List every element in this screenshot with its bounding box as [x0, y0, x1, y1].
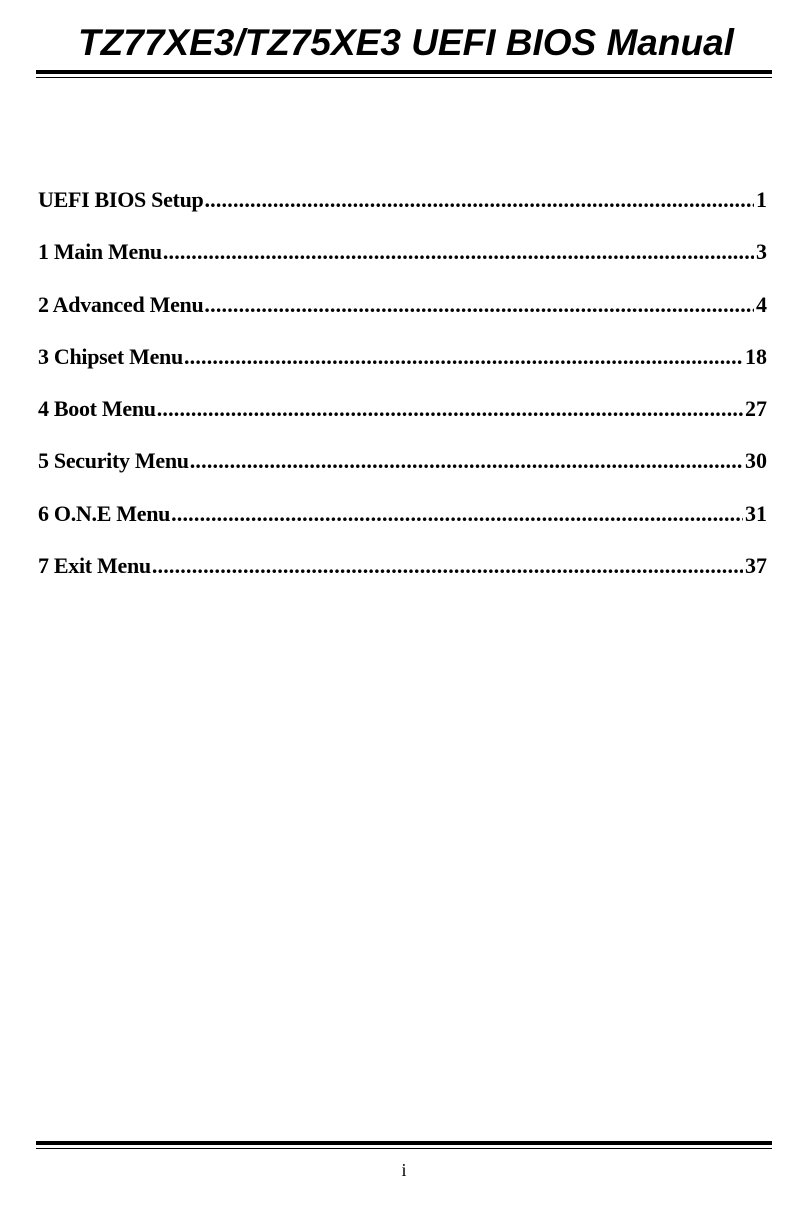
toc-entry-advanced-menu[interactable] [38, 289, 767, 341]
toc-entry-exit-menu[interactable] [38, 550, 767, 602]
toc-entry-page: 18 [745, 343, 767, 369]
table-of-contents [38, 184, 767, 602]
toc-entry-page: 27 [745, 396, 767, 422]
toc-dot-leader [204, 184, 754, 216]
toc-dot-leader [171, 498, 743, 530]
toc-entry-page: 30 [745, 448, 767, 474]
document-header-title: TZ77XE3/TZ75XE3 UEFI BIOS Manual [78, 22, 734, 63]
toc-dot-leader [163, 236, 754, 268]
toc-entry-label: 2 Advanced Menu [38, 291, 204, 317]
footer-rule-thick [36, 1141, 772, 1145]
toc-entry-uefi-bios-setup[interactable] [38, 184, 767, 236]
toc-entry-label: 5 Security Menu [38, 448, 189, 474]
toc-dot-leader [152, 550, 743, 582]
toc-entry-security-menu[interactable] [38, 445, 767, 497]
toc-entry-label: 7 Exit Menu [38, 553, 151, 579]
toc-entry-chipset-menu[interactable] [38, 341, 767, 393]
toc-dot-leader [157, 393, 743, 425]
toc-entry-label: UEFI BIOS Setup [38, 187, 204, 212]
header-rule-thick [36, 70, 772, 74]
toc-entry-page: 1 [756, 187, 767, 212]
toc-entry-boot-menu[interactable] [38, 393, 767, 445]
toc-entry-page: 4 [756, 291, 767, 317]
page-number: i [401, 1160, 407, 1180]
toc-entry-label: 4 Boot Menu [38, 396, 156, 422]
toc-entry-page: 31 [745, 500, 767, 526]
footer-rule-thin [36, 1148, 772, 1149]
toc-dot-leader [184, 341, 743, 373]
toc-dot-leader [190, 445, 743, 477]
toc-entry-label: 6 O.N.E Menu [38, 500, 171, 526]
header-rule-thin [36, 77, 772, 78]
toc-entry-one-menu[interactable] [38, 498, 767, 550]
toc-entry-label: 3 Chipset Menu [38, 343, 183, 369]
toc-entry-page: 37 [745, 553, 767, 579]
toc-entry-label: 1 Main Menu [38, 239, 162, 265]
toc-entry-page: 3 [756, 239, 767, 265]
toc-entry-main-menu[interactable] [38, 236, 767, 288]
toc-dot-leader [204, 289, 754, 321]
